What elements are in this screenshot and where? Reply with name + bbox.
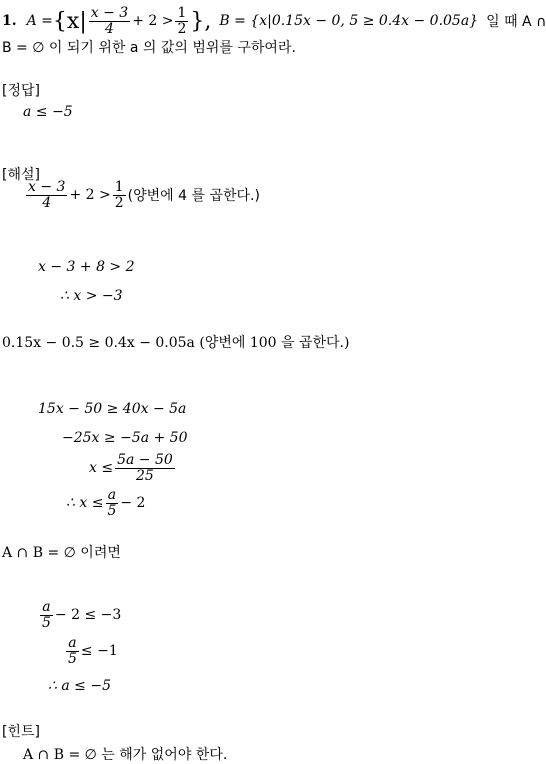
fraction-numerator: 5a − 50: [117, 452, 173, 468]
step-note: (양변에 4 를 곱한다.): [127, 188, 260, 205]
fraction-one-half: [113, 180, 126, 210]
fraction-numerator: x − 3: [28, 179, 66, 195]
fraction-denominator: 2: [114, 194, 124, 211]
solution-step-8: [66, 488, 145, 518]
set-a-close: },: [190, 8, 212, 34]
fraction-denominator: 5: [42, 614, 51, 631]
problem-line-1: [2, 2, 546, 40]
solution-step-2: x − 3 + 8 > 2: [38, 259, 135, 275]
problem-suffix: 일 때 A ∩: [486, 14, 546, 30]
fraction-x-3-over-4: [89, 6, 130, 36]
step-suffix: ≤ −1: [80, 643, 118, 660]
fraction-a-over-5: [105, 488, 118, 518]
fraction-a-over-5: [40, 600, 53, 630]
step-prefix: x ≤: [89, 460, 114, 477]
fraction-denominator: 4: [105, 20, 114, 37]
fraction-numerator: a: [68, 635, 77, 651]
set-a-label: A =: [26, 13, 53, 29]
fraction-numerator: 1: [177, 4, 187, 21]
fraction-numerator: a: [42, 599, 51, 615]
solution-step-6: −25x ≥ −5a + 50: [62, 430, 188, 446]
fraction-x-3-over-4: [26, 180, 67, 210]
fraction-denominator: 5: [68, 650, 77, 667]
step-suffix: − 2: [120, 495, 146, 512]
solution-step-9: A ∩ B = ∅ 이려면: [2, 545, 121, 561]
fraction-numerator: x − 3: [90, 4, 129, 21]
solution-step-12: ∴ a ≤ −5: [48, 678, 111, 694]
fraction-denominator: 2: [177, 20, 187, 37]
fraction-5a-50-over-25: [115, 453, 175, 483]
fraction-numerator: a: [107, 487, 117, 503]
set-a-open: {x|: [52, 8, 87, 34]
inequality-mid: + 2 >: [69, 187, 111, 204]
solution-step-4: 0.15x − 0.5 ≥ 0.4x − 0.05a (양변에 100 을 곱한다.): [2, 335, 350, 351]
solution-step-11: [64, 636, 118, 666]
solution-step-1: [24, 180, 260, 210]
solution-label: [해설]: [2, 167, 40, 183]
inequality-mid: + 2 >: [132, 13, 174, 29]
problem-line-2: B = ∅ 이 되기 위한 a 의 값의 범위를 구하여라.: [2, 40, 296, 56]
solution-step-7: [89, 453, 177, 483]
solution-step-3: ∴ x > −3: [60, 288, 123, 304]
fraction-denominator: 5: [107, 502, 117, 519]
solution-step-10: [38, 600, 121, 630]
fraction-a-over-5: [66, 636, 79, 666]
hint-label: [힌트]: [2, 724, 40, 740]
fraction-denominator: 4: [42, 194, 52, 211]
answer-value: a ≤ −5: [23, 104, 73, 120]
solution-step-5: 15x − 50 ≥ 40x − 5a: [38, 401, 187, 417]
step-prefix: ∴ x ≤: [66, 495, 104, 512]
fraction-one-half: [175, 6, 188, 36]
fraction-denominator: 25: [136, 467, 154, 484]
fraction-numerator: 1: [114, 179, 124, 195]
hint-text: A ∩ B = ∅ 는 해가 없어야 한다.: [23, 747, 228, 763]
step-suffix: − 2 ≤ −3: [54, 607, 122, 624]
problem-number: 1.: [2, 13, 17, 29]
answer-label: [정답]: [2, 83, 40, 99]
set-b-definition: B = {x|0.15x − 0, 5 ≥ 0.4x − 0.05a}: [219, 13, 479, 29]
